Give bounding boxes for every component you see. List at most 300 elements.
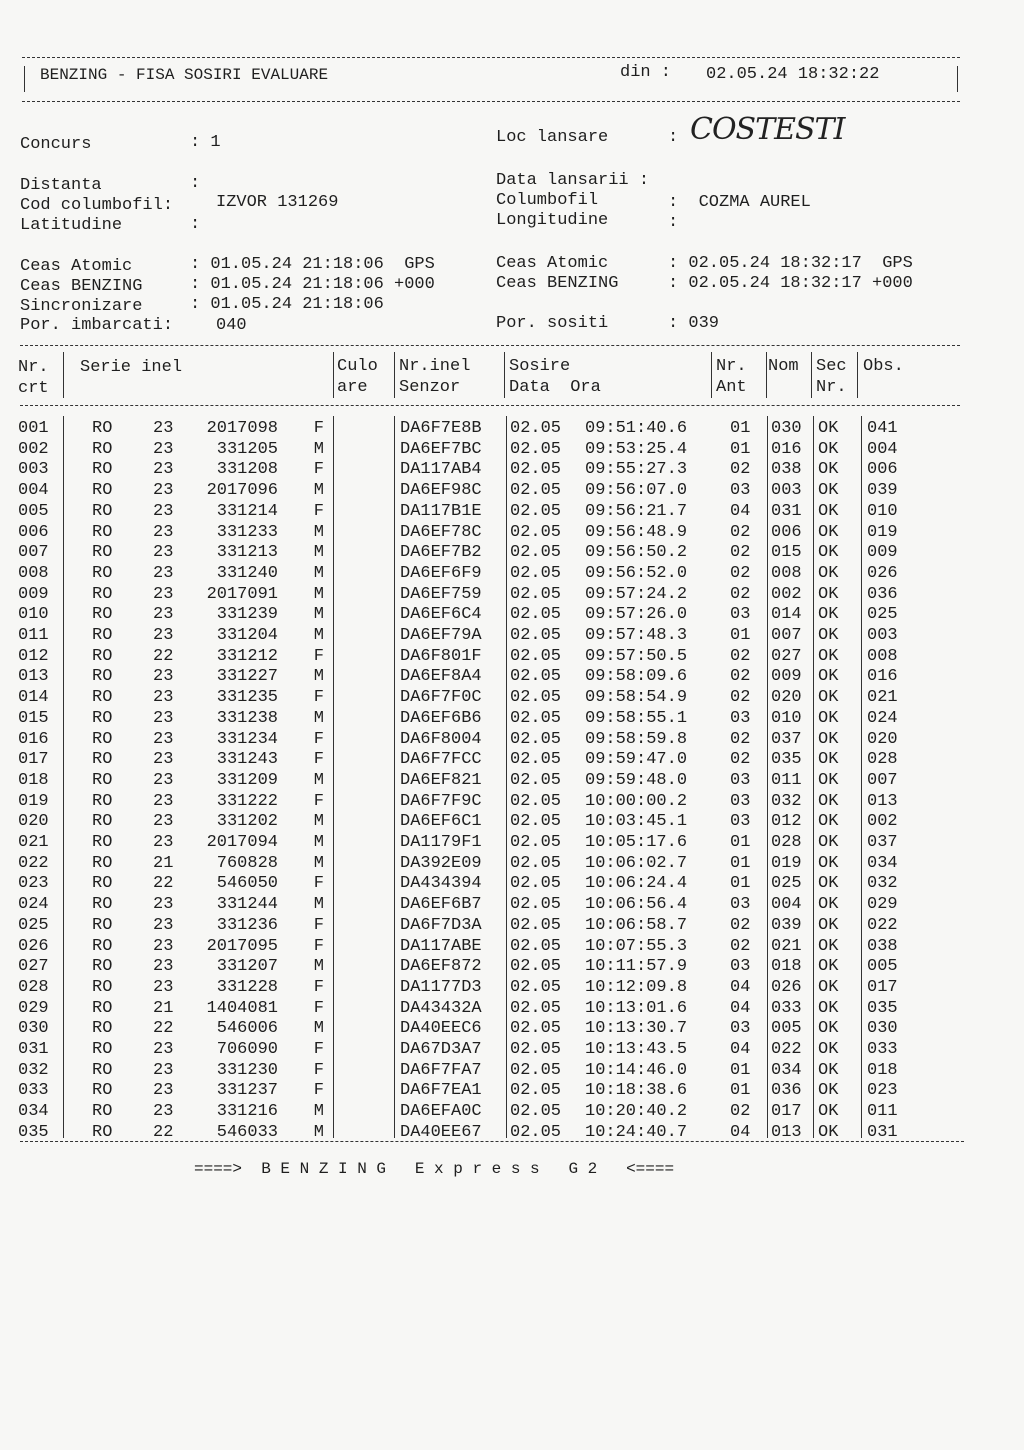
cell-ring-number: 331235	[216, 688, 278, 708]
th-sosire: Sosire	[509, 357, 571, 376]
th-nr-ant-1: Nr.	[716, 357, 747, 376]
cell-ring-number: 331243	[216, 750, 278, 770]
cell-sex: M	[313, 833, 324, 852]
cell-time: 10:24:40.7	[585, 1122, 688, 1142]
col-sep-header-crt	[63, 352, 64, 398]
report-date-label: din :	[620, 63, 672, 82]
cell-country: RO	[92, 936, 113, 956]
col-sep-nrant	[767, 416, 768, 1138]
cell-sensor: DA6F7FCC	[400, 750, 482, 770]
cell-ring-number: 331208	[216, 460, 278, 480]
cell-year: 22	[153, 646, 174, 666]
cell-year: 23	[153, 501, 174, 521]
cell-sex: M	[313, 1102, 324, 1122]
cell-sex: F	[313, 791, 324, 811]
cell-crt: 028	[18, 977, 49, 997]
cell-country: RO	[92, 1040, 113, 1059]
cell-sex: M	[313, 853, 324, 873]
header-right-border	[957, 66, 958, 92]
cell-obs: 037	[867, 833, 898, 852]
concurs-value: : 1	[190, 133, 221, 152]
cell-sensor: DA6F7D3A	[400, 915, 482, 935]
cell-sec: OK	[818, 729, 839, 749]
cell-country: RO	[92, 605, 113, 625]
cell-sex: M	[313, 667, 324, 687]
cell-sex: M	[313, 1122, 324, 1142]
cell-time: 09:56:21.7	[585, 501, 688, 521]
cell-sensor: DA392E09	[400, 853, 482, 873]
cell-nr-ant: 02	[730, 750, 751, 770]
cell-date: 02.05	[510, 874, 562, 894]
cell-sec: OK	[818, 667, 839, 687]
cell-year: 21	[153, 853, 174, 873]
cell-year: 23	[153, 791, 174, 811]
cell-sec: OK	[818, 626, 839, 645]
cell-obs: 009	[867, 543, 898, 563]
cell-country: RO	[92, 729, 113, 749]
col-sep-culoare	[394, 416, 395, 1138]
cell-crt: 035	[18, 1122, 49, 1142]
cell-year: 23	[153, 419, 174, 438]
cell-country: RO	[92, 563, 113, 583]
ceas-benzing-2-label: Ceas BENZING	[496, 274, 619, 293]
cell-year: 23	[153, 729, 174, 749]
cell-date: 02.05	[510, 853, 562, 873]
cell-crt: 033	[18, 1081, 49, 1101]
cell-sec: OK	[818, 419, 839, 438]
cell-nr-ant: 04	[730, 1122, 751, 1142]
col-sep-header-sec	[857, 352, 858, 398]
ceas-benzing-value: : 01.05.24 21:18:06 +000	[190, 275, 435, 294]
cell-nom: 005	[771, 1019, 802, 1039]
cell-ring-number: 546050	[216, 874, 278, 894]
cell-crt: 015	[18, 708, 49, 728]
cell-ring-number: 331228	[216, 977, 278, 997]
loc-lansare-sep: :	[668, 128, 679, 147]
cell-crt: 009	[18, 584, 49, 604]
cell-sensor: DA434394	[400, 874, 482, 894]
cell-crt: 002	[18, 439, 49, 459]
cell-crt: 001	[18, 419, 49, 438]
th-obs: Obs.	[863, 357, 904, 376]
header-bottom-border	[22, 101, 960, 102]
cell-nom: 014	[771, 605, 802, 625]
cell-nr-ant: 01	[730, 853, 751, 873]
cell-sec: OK	[818, 1081, 839, 1101]
cell-sex: M	[313, 895, 324, 915]
ceas-benzing-label: Ceas BENZING	[20, 277, 143, 296]
cell-sex: M	[313, 605, 324, 625]
cell-nr-ant: 02	[730, 1102, 751, 1122]
cell-sex: M	[313, 584, 324, 604]
cell-sensor: DA1179F1	[400, 833, 482, 852]
cell-time: 10:06:02.7	[585, 853, 688, 873]
cell-sec: OK	[818, 1102, 839, 1122]
cell-sec: OK	[818, 853, 839, 873]
cell-ring-number: 760828	[216, 853, 278, 873]
cell-sec: OK	[818, 936, 839, 956]
cell-date: 02.05	[510, 957, 562, 977]
por-imbarcati-label: Por. imbarcati:	[20, 316, 174, 335]
th-sec-2: Nr.	[816, 378, 847, 397]
cell-date: 02.05	[510, 460, 562, 480]
cell-date: 02.05	[510, 770, 562, 790]
cell-obs: 011	[867, 1102, 898, 1122]
header-left-border	[24, 66, 25, 92]
cell-sex: M	[313, 812, 324, 832]
cell-country: RO	[92, 1122, 113, 1142]
cell-ring-number: 2017091	[206, 584, 278, 604]
th-nr-inel: Nr.inel	[399, 357, 471, 376]
cell-sensor: DA6EF6F9	[400, 563, 482, 583]
cell-sex: F	[313, 460, 324, 480]
por-sositi-label: Por. sositi	[496, 314, 609, 333]
cell-crt: 026	[18, 936, 49, 956]
col-sep-header-senzor	[504, 352, 505, 398]
cell-sec: OK	[818, 584, 839, 604]
cell-sec: OK	[818, 563, 839, 583]
ceas-atomic-value: : 01.05.24 21:18:06 GPS	[190, 255, 435, 274]
cell-year: 23	[153, 481, 174, 501]
cell-ring-number: 331205	[216, 439, 278, 459]
cell-time: 09:57:26.0	[585, 605, 688, 625]
cell-date: 02.05	[510, 812, 562, 832]
cell-nom: 035	[771, 750, 802, 770]
cell-nom: 017	[771, 1102, 802, 1122]
col-sep-header-sosire	[711, 352, 712, 398]
cell-nr-ant: 02	[730, 563, 751, 583]
cell-country: RO	[92, 584, 113, 604]
cell-crt: 013	[18, 667, 49, 687]
cell-sex: F	[313, 998, 324, 1018]
cell-crt: 034	[18, 1102, 49, 1122]
cell-time: 09:59:48.0	[585, 770, 688, 790]
col-sep-sec	[861, 416, 862, 1138]
cell-nr-ant: 03	[730, 812, 751, 832]
cell-sex: M	[313, 481, 324, 501]
cell-sex: M	[313, 626, 324, 645]
cell-sex: F	[313, 688, 324, 708]
cell-sensor: DA6F7EA1	[400, 1081, 482, 1101]
cell-ring-number: 2017098	[206, 419, 278, 438]
cell-time: 09:58:59.8	[585, 729, 688, 749]
cell-nr-ant: 02	[730, 936, 751, 956]
cell-year: 23	[153, 977, 174, 997]
cell-ring-number: 2017094	[206, 833, 278, 852]
cell-time: 10:14:46.0	[585, 1060, 688, 1080]
cell-time: 09:58:54.9	[585, 688, 688, 708]
cell-sensor: DA40EE67	[400, 1122, 482, 1142]
cell-ring-number: 331227	[216, 667, 278, 687]
longitudine-label: Longitudine	[496, 211, 609, 230]
cell-year: 23	[153, 915, 174, 935]
sincronizare-value: : 01.05.24 21:18:06	[190, 295, 384, 314]
cell-nr-ant: 02	[730, 667, 751, 687]
cell-ring-number: 331244	[216, 895, 278, 915]
cell-year: 22	[153, 1019, 174, 1039]
cell-nom: 013	[771, 1122, 802, 1142]
cell-date: 02.05	[510, 729, 562, 749]
cell-year: 23	[153, 522, 174, 542]
cell-nr-ant: 03	[730, 895, 751, 915]
cell-crt: 027	[18, 957, 49, 977]
cell-obs: 039	[867, 481, 898, 501]
cell-obs: 021	[867, 688, 898, 708]
cell-sensor: DA6F7E8B	[400, 419, 482, 438]
cell-country: RO	[92, 791, 113, 811]
cell-ring-number: 546006	[216, 1019, 278, 1039]
cell-nr-ant: 01	[730, 1081, 751, 1101]
cell-nr-ant: 02	[730, 915, 751, 935]
cell-sensor: DA6EF821	[400, 770, 482, 790]
report-date-value: 02.05.24 18:32:22	[706, 65, 880, 84]
cell-time: 10:06:56.4	[585, 895, 688, 915]
cell-nom: 034	[771, 1060, 802, 1080]
cell-time: 10:03:45.1	[585, 812, 688, 832]
cell-nr-ant: 04	[730, 501, 751, 521]
cell-ring-number: 331213	[216, 543, 278, 563]
cell-nr-ant: 03	[730, 791, 751, 811]
cell-date: 02.05	[510, 481, 562, 501]
cell-obs: 006	[867, 460, 898, 480]
distanta-value: :	[190, 174, 201, 193]
cell-nom: 032	[771, 791, 802, 811]
cell-sec: OK	[818, 791, 839, 811]
cell-sec: OK	[818, 646, 839, 666]
cell-date: 02.05	[510, 1122, 562, 1142]
cell-sec: OK	[818, 915, 839, 935]
cell-ring-number: 331216	[216, 1102, 278, 1122]
cell-crt: 029	[18, 998, 49, 1018]
cell-ring-number: 1404081	[206, 998, 278, 1018]
cell-obs: 022	[867, 915, 898, 935]
cell-date: 02.05	[510, 977, 562, 997]
cell-nom: 011	[771, 770, 802, 790]
cell-date: 02.05	[510, 563, 562, 583]
report-title: BENZING - FISA SOSIRI EVALUARE	[40, 66, 329, 84]
cell-time: 09:56:50.2	[585, 543, 688, 563]
cell-sec: OK	[818, 439, 839, 459]
cell-sec: OK	[818, 895, 839, 915]
distanta-label: Distanta	[20, 176, 102, 195]
cell-date: 02.05	[510, 750, 562, 770]
cell-obs: 032	[867, 874, 898, 894]
cell-crt: 030	[18, 1019, 49, 1039]
cell-country: RO	[92, 833, 113, 852]
col-sep-serie	[333, 416, 334, 1138]
cell-nom: 030	[771, 419, 802, 438]
cell-sensor: DA117AB4	[400, 460, 482, 480]
ceas-atomic-2-label: Ceas Atomic	[496, 254, 609, 273]
cell-time: 10:13:01.6	[585, 998, 688, 1018]
cell-sex: F	[313, 501, 324, 521]
th-serie-inel: Serie inel	[80, 358, 183, 377]
cell-time: 10:06:58.7	[585, 915, 688, 935]
cell-nom: 026	[771, 977, 802, 997]
cell-country: RO	[92, 626, 113, 645]
cell-crt: 023	[18, 874, 49, 894]
cell-crt: 021	[18, 833, 49, 852]
cell-time: 10:18:38.6	[585, 1081, 688, 1101]
cell-nom: 038	[771, 460, 802, 480]
cell-date: 02.05	[510, 626, 562, 645]
cell-ring-number: 2017096	[206, 481, 278, 501]
cell-country: RO	[92, 853, 113, 873]
cell-nr-ant: 02	[730, 460, 751, 480]
cell-date: 02.05	[510, 915, 562, 935]
cell-sec: OK	[818, 543, 839, 563]
header-top-border	[22, 57, 960, 58]
cell-sensor: DA6F7F9C	[400, 791, 482, 811]
cell-nom: 019	[771, 853, 802, 873]
cell-crt: 025	[18, 915, 49, 935]
cell-sex: F	[313, 874, 324, 894]
cell-nom: 002	[771, 584, 802, 604]
cell-country: RO	[92, 957, 113, 977]
cell-obs: 029	[867, 895, 898, 915]
cell-time: 09:57:24.2	[585, 584, 688, 604]
cell-sec: OK	[818, 605, 839, 625]
cell-nom: 033	[771, 998, 802, 1018]
cell-nr-ant: 01	[730, 874, 751, 894]
cell-obs: 025	[867, 605, 898, 625]
cell-country: RO	[92, 915, 113, 935]
cell-country: RO	[92, 667, 113, 687]
cell-crt: 031	[18, 1040, 49, 1059]
concurs-label: Concurs	[20, 135, 92, 154]
cell-sex: F	[313, 729, 324, 749]
cell-country: RO	[92, 1019, 113, 1039]
cell-ring-number: 331202	[216, 812, 278, 832]
cell-nr-ant: 03	[730, 708, 751, 728]
cell-sensor: DA6EF6C4	[400, 605, 482, 625]
th-are: are	[337, 378, 368, 397]
cell-year: 23	[153, 563, 174, 583]
cell-sex: F	[313, 936, 324, 956]
cell-ring-number: 331234	[216, 729, 278, 749]
cell-year: 23	[153, 1060, 174, 1080]
cell-year: 22	[153, 874, 174, 894]
cell-sensor: DA43432A	[400, 998, 482, 1018]
cell-sex: F	[313, 750, 324, 770]
cell-year: 23	[153, 667, 174, 687]
cell-year: 23	[153, 626, 174, 645]
cell-sex: M	[313, 770, 324, 790]
table-top-border	[20, 345, 960, 346]
th-sec-1: Sec	[816, 357, 847, 376]
col-sep-crt	[63, 416, 64, 1138]
cell-obs: 023	[867, 1081, 898, 1101]
cell-nr-ant: 01	[730, 419, 751, 438]
cell-time: 09:58:55.1	[585, 708, 688, 728]
cell-obs: 028	[867, 750, 898, 770]
ceas-atomic-label: Ceas Atomic	[20, 257, 133, 276]
cell-sex: M	[313, 708, 324, 728]
col-sep-header-nom	[811, 352, 812, 398]
cell-year: 23	[153, 439, 174, 459]
cell-nr-ant: 04	[730, 977, 751, 997]
cell-obs: 004	[867, 439, 898, 459]
cell-year: 23	[153, 1102, 174, 1122]
columbofil-value: : COZMA AUREL	[668, 193, 811, 212]
cell-sex: M	[313, 522, 324, 542]
cell-obs: 003	[867, 626, 898, 645]
latitudine-label: Latitudine	[20, 216, 123, 235]
cell-sensor: DA1177D3	[400, 977, 482, 997]
cell-crt: 008	[18, 563, 49, 583]
cell-sex: F	[313, 1081, 324, 1101]
cell-nr-ant: 01	[730, 833, 751, 852]
cell-time: 09:51:40.6	[585, 419, 688, 438]
cell-ring-number: 331207	[216, 957, 278, 977]
cell-nom: 039	[771, 915, 802, 935]
sincronizare-label: Sincronizare	[20, 297, 143, 316]
cell-nom: 028	[771, 833, 802, 852]
cell-obs: 034	[867, 853, 898, 873]
footer-brand: ====> B E N Z I N G E x p r e s s G 2 <====	[194, 1160, 675, 1178]
cell-date: 02.05	[510, 646, 562, 666]
cell-nom: 012	[771, 812, 802, 832]
cell-nr-ant: 01	[730, 439, 751, 459]
latitudine-value: :	[190, 215, 201, 234]
cell-country: RO	[92, 998, 113, 1018]
cell-obs: 005	[867, 957, 898, 977]
cell-obs: 010	[867, 501, 898, 521]
cell-sensor: DA6F801F	[400, 646, 482, 666]
cell-date: 02.05	[510, 688, 562, 708]
cell-sensor: DA6EF759	[400, 584, 482, 604]
cell-country: RO	[92, 874, 113, 894]
cell-ring-number: 331204	[216, 626, 278, 645]
cell-year: 23	[153, 750, 174, 770]
cell-sex: M	[313, 439, 324, 459]
col-sep-header-culoare	[394, 352, 395, 398]
cell-obs: 018	[867, 1060, 898, 1080]
loc-lansare-handwritten: COSTESTI	[690, 112, 845, 147]
cell-time: 10:11:57.9	[585, 957, 688, 977]
cell-country: RO	[92, 750, 113, 770]
cell-year: 23	[153, 543, 174, 563]
cell-crt: 020	[18, 812, 49, 832]
cell-year: 23	[153, 812, 174, 832]
cell-date: 02.05	[510, 998, 562, 1018]
col-sep-header-serie	[333, 352, 334, 398]
cell-sec: OK	[818, 874, 839, 894]
cell-sensor: DA6F7FA7	[400, 1060, 482, 1080]
cell-nom: 027	[771, 646, 802, 666]
cell-date: 02.05	[510, 439, 562, 459]
cell-sec: OK	[818, 750, 839, 770]
cell-ring-number: 331222	[216, 791, 278, 811]
cell-crt: 007	[18, 543, 49, 563]
cell-obs: 007	[867, 770, 898, 790]
cell-ring-number: 331230	[216, 1060, 278, 1080]
longitudine-value: :	[668, 213, 679, 232]
cell-crt: 016	[18, 729, 49, 749]
cell-date: 02.05	[510, 708, 562, 728]
cell-time: 09:56:52.0	[585, 563, 688, 583]
cell-sec: OK	[818, 460, 839, 480]
cell-sensor: DA6EF79A	[400, 626, 482, 645]
cell-ring-number: 706090	[216, 1040, 278, 1059]
cell-year: 23	[153, 1040, 174, 1059]
cell-year: 23	[153, 584, 174, 604]
cell-time: 10:05:17.6	[585, 833, 688, 852]
cell-ring-number: 546033	[216, 1122, 278, 1142]
cell-sensor: DA117B1E	[400, 501, 482, 521]
th-nom: Nom	[768, 357, 799, 376]
cell-year: 23	[153, 770, 174, 790]
